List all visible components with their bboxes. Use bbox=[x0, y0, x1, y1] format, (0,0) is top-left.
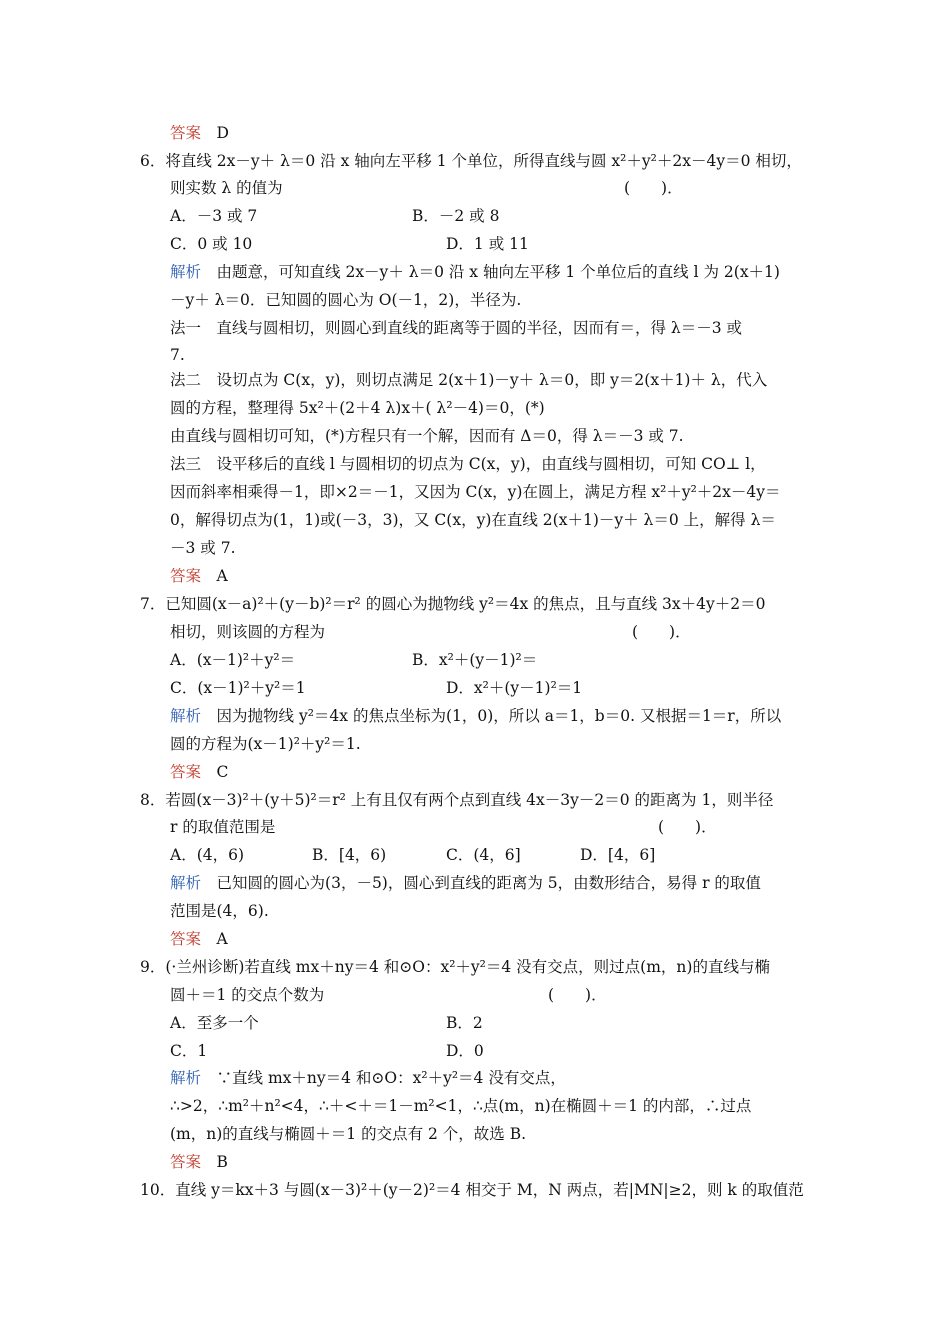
q6-paren: ( )． bbox=[624, 179, 683, 197]
q6-method2-line-3: 由直线与圆相切可知，(*)方程只有一个解，因而有 Δ＝0，得 λ＝－3 或 7. bbox=[170, 427, 684, 445]
analysis-text: 由题意，可知直线 2x－y＋ λ＝0 沿 x 轴向左平移 1 个单位后的直线 l 为 2(x＋1) bbox=[216, 263, 780, 281]
q7-analysis-line-2: 圆的方程为(x－1)²＋y²＝1. bbox=[170, 735, 361, 753]
q8-paren: ( )． bbox=[658, 818, 717, 836]
analysis-label: 解析 bbox=[170, 874, 202, 892]
q9-analysis-line-1 bbox=[170, 1068, 566, 1088]
analysis-text: ∵直线 mx＋ny＝4 和⊙O：x²＋y²＝4 没有交点， bbox=[216, 1069, 566, 1087]
q9-analysis-line-2: ∴>2，∴m²＋n²<4，∴＋<＋＝1－m²<1，∴点(m，n)在椭圆＋＝1 的内部，∴过点 bbox=[170, 1097, 752, 1115]
answer-label: 答案 bbox=[170, 124, 202, 142]
q8-stem-line-2: r 的取值范围是 bbox=[170, 818, 276, 836]
q7-stem-line-2: 相切，则该圆的方程为 bbox=[170, 623, 326, 641]
q8-option-a: A．(4，6) bbox=[170, 846, 245, 864]
q7-option-a: A．(x－1)²＋y²＝ bbox=[170, 651, 296, 669]
q9-stem-line-2: 圆＋＝1 的交点个数为 bbox=[170, 986, 325, 1004]
q6-method3-line-4: －3 或 7. bbox=[170, 539, 236, 557]
q9-answer-line bbox=[170, 1152, 228, 1172]
q9-option-d: D．0 bbox=[446, 1042, 484, 1060]
q6-method2-line-1: 法二 设切点为 C(x，y)，则切点满足 2(x＋1)－y＋ λ＝0，即 y＝2(x＋1)＋ λ，代入 bbox=[170, 371, 768, 389]
q6-stem-line-2: 则实数 λ 的值为 bbox=[170, 179, 283, 197]
q10-stem-line-1: 10．直线 y＝kx＋3 与圆(x－3)²＋(y－2)²＝4 相交于 M，N 两点，若|MN|≥2，则 k 的取值范 bbox=[140, 1181, 804, 1199]
answer-value: A bbox=[216, 567, 228, 585]
q6-method1-line-1: 法一 直线与圆相切，则圆心到直线的距离等于圆的半径，因而有＝，得 λ＝－3 或 bbox=[170, 319, 743, 337]
q6-option-d: D．1 或 11 bbox=[446, 235, 529, 253]
q6-option-c: C．0 或 10 bbox=[170, 235, 253, 253]
q7-option-d: D．x²＋(y－1)²＝1 bbox=[446, 679, 583, 697]
analysis-text: 因为抛物线 y²＝4x 的焦点坐标为(1，0)，所以 a＝1，b＝0. 又根据＝1＝r，所以 bbox=[216, 707, 782, 725]
q7-stem-line-1: 7．已知圆(x－a)²＋(y－b)²＝r² 的圆心为抛物线 y²＝4x 的焦点，且与直线 3x＋4y＋2＝0 bbox=[140, 595, 766, 613]
answer-label: 答案 bbox=[170, 567, 202, 585]
q6-method3-line-1: 法三 设平移后的直线 l 与圆相切的切点为 C(x，y)，由直线与圆相切，可知 CO⊥ l， bbox=[170, 455, 766, 473]
q6-method3-line-3: 0，解得切点为(1，1)或(－3，3)，又 C(x，y)在直线 2(x＋1)－y＋ λ＝0 上，解得 λ＝ bbox=[170, 511, 776, 529]
analysis-label: 解析 bbox=[170, 707, 202, 725]
q6-analysis-line-2: －y＋ λ＝0．已知圆的圆心为 O(－1，2)，半径为. bbox=[170, 291, 522, 309]
q9-option-c: C．1 bbox=[170, 1042, 208, 1060]
answer-label: 答案 bbox=[170, 930, 202, 948]
analysis-text: 已知圆的圆心为(3，－5)，圆心到直线的距离为 5，由数形结合，易得 r 的取值 bbox=[216, 874, 761, 892]
q6-option-b: B．－2 或 8 bbox=[412, 207, 500, 225]
analysis-label: 解析 bbox=[170, 263, 202, 281]
q7-option-b: B．x²＋(y－1)²＝ bbox=[412, 651, 538, 669]
q6-method2-line-2: 圆的方程，整理得 5x²＋(2＋4 λ)x＋( λ²－4)＝0，(*) bbox=[170, 399, 545, 417]
q7-paren: ( )． bbox=[632, 623, 691, 641]
q9-option-b: B．2 bbox=[446, 1014, 483, 1032]
q9-option-a: A．至多一个 bbox=[170, 1014, 259, 1032]
q6-analysis-line-1 bbox=[170, 262, 780, 282]
answer-value: D bbox=[216, 124, 229, 142]
q7-answer-line bbox=[170, 762, 228, 782]
q9-paren: ( )． bbox=[548, 986, 607, 1004]
answer-value: C bbox=[216, 763, 229, 781]
q7-option-c: C．(x－1)²＋y²＝1 bbox=[170, 679, 306, 697]
answer-label: 答案 bbox=[170, 1153, 202, 1171]
q6-option-a: A．－3 或 7 bbox=[170, 207, 258, 225]
q6-stem-line-1: 6．将直线 2x－y＋ λ＝0 沿 x 轴向左平移 1 个单位，所得直线与圆 x²＋y²＋2x－4y＝0 相切， bbox=[140, 152, 802, 170]
analysis-label: 解析 bbox=[170, 1069, 202, 1087]
q8-option-c: C．(4，6] bbox=[446, 846, 521, 864]
q8-option-b: B．[4，6) bbox=[312, 846, 387, 864]
q8-stem-line-1: 8．若圆(x－3)²＋(y＋5)²＝r² 上有且仅有两个点到直线 4x－3y－2＝0 的距离为 1，则半径 bbox=[140, 791, 774, 809]
q8-analysis-line-1 bbox=[170, 873, 761, 893]
q9-stem-line-1: 9．(·兰州诊断)若直线 mx＋ny＝4 和⊙O：x²＋y²＝4 没有交点，则过点(m，n)的直线与椭 bbox=[140, 958, 770, 976]
q7-analysis-line-1 bbox=[170, 706, 781, 726]
answer-label: 答案 bbox=[170, 763, 202, 781]
q8-option-d: D．[4，6] bbox=[580, 846, 656, 864]
q5-answer-line bbox=[170, 123, 229, 143]
answer-value: B bbox=[216, 1153, 228, 1171]
q6-method1-line-2: 7. bbox=[170, 346, 185, 364]
q6-method3-line-2: 因而斜率相乘得－1，即×2＝－1，又因为 C(x，y)在圆上，满足方程 x²＋y²＋2x－4y＝ bbox=[170, 483, 781, 501]
q6-answer-line bbox=[170, 566, 228, 586]
answer-value: A bbox=[216, 930, 228, 948]
q8-answer-line bbox=[170, 929, 228, 949]
q8-analysis-line-2: 范围是(4，6). bbox=[170, 902, 269, 920]
q9-analysis-line-3: (m，n)的直线与椭圆＋＝1 的交点有 2 个，故选 B. bbox=[170, 1125, 527, 1143]
